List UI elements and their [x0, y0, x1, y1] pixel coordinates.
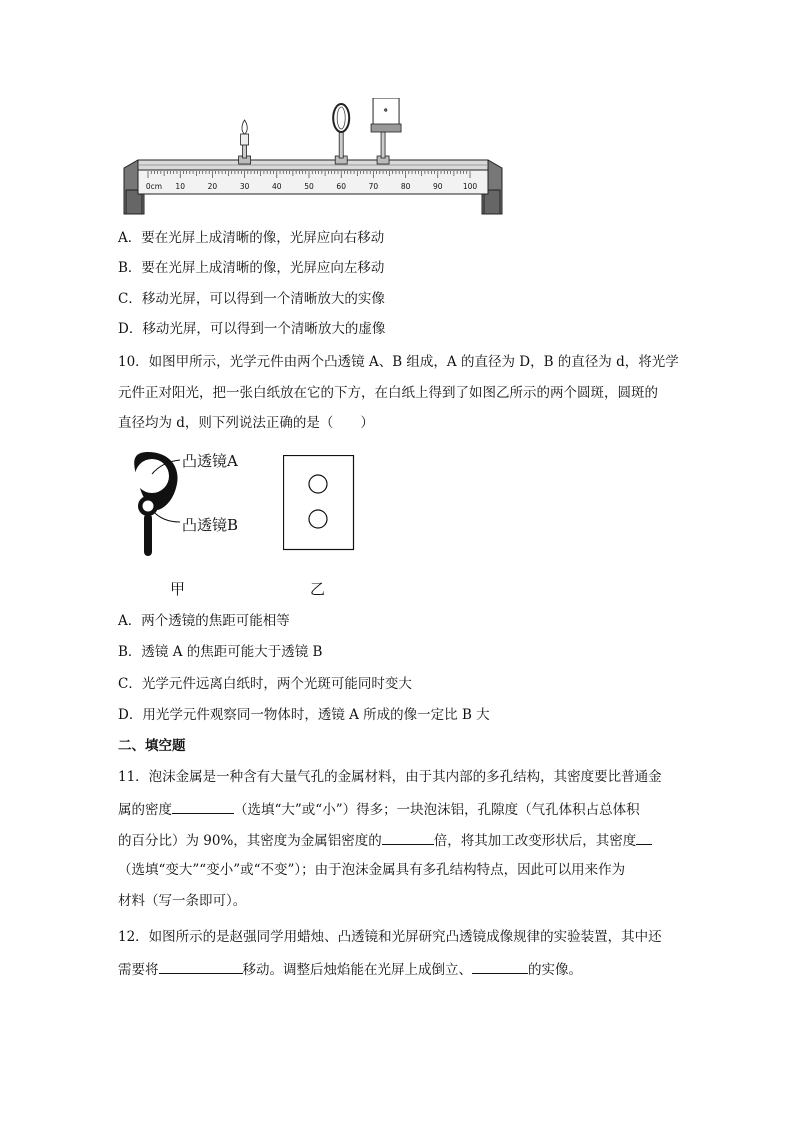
white-paper — [284, 456, 354, 550]
ruler-label: 90 — [433, 182, 443, 191]
optical-bench-figure — [118, 98, 508, 218]
q11-line-3a: 的百分比）为 90%，其密度为金属铝密度的 — [118, 833, 382, 849]
q12-line-2 — [118, 959, 582, 979]
q11-line-5: 材料（写一条即可）。 — [118, 893, 247, 909]
q10-stem-line-2: 元件正对阳光，把一张白纸放在它的下方，在白纸上得到了如图乙所示的两个圆斑，圆斑的 — [118, 385, 658, 401]
q12-line-1: 12．如图所示的是赵强同学用蜡烛、凸透镜和光屏研究凸透镜成像规律的实验装置，其中还 — [118, 929, 662, 945]
ruler-label: 30 — [239, 182, 250, 191]
ruler-label: 100 — [462, 182, 478, 191]
q10-option-b: B．透镜 A 的焦距可能大于透镜 B — [118, 644, 323, 660]
lens-a-label: 凸透镜A — [182, 452, 238, 470]
q11-blank-3[interactable] — [636, 830, 652, 845]
q10-stem-line-1: 10．如图甲所示，光学元件由两个凸透镜 A、B 组成，A 的直径为 D，B 的直径为 d，将光学 — [118, 354, 679, 370]
q11-blank-2[interactable] — [382, 830, 434, 845]
ruler-label: 10 — [175, 182, 185, 191]
lens-b-label: 凸透镜B — [182, 516, 239, 534]
candle — [239, 120, 251, 164]
q10-option-d: D．用光学元件观察同一物体时，透镜 A 所成的像一定比 B 大 — [118, 707, 490, 723]
light-screen — [371, 98, 401, 164]
section-title: 二、填空题 — [118, 738, 186, 754]
q11-line-2b: （选填“大”或“小”）得多；一块泡沫铝，孔隙度（气孔体积占总体积 — [234, 802, 640, 818]
q11-blank-1[interactable] — [172, 799, 234, 814]
figure-jia-caption: 甲 — [170, 580, 186, 598]
q12-line-2a: 需要将 — [118, 962, 159, 978]
q11-line-4: （选填“变大”“变小”或“不变”）；由于泡沫金属具有多孔结构特点，因此可以用来作为 — [118, 862, 626, 878]
q12-blank-2[interactable] — [472, 959, 528, 974]
q9-option-b: B．要在光屏上成清晰的像，光屏应向左移动 — [118, 260, 385, 276]
q10-option-c: C．光学元件远离白纸时，两个光斑可能同时变大 — [118, 676, 412, 692]
convex-lens — [333, 104, 349, 164]
q11-line-3 — [118, 830, 652, 850]
ruler-label: 0cm — [145, 182, 163, 191]
q11-line-1: 11．泡沫金属是一种含有大量气孔的金属材料，由于其内部的多孔结构，其密度要比普通金 — [118, 769, 662, 785]
ruler-label: 20 — [207, 182, 218, 191]
ruler-label: 60 — [336, 182, 346, 191]
paper-spots-figure — [283, 455, 355, 551]
q9-option-d: D．移动光屏，可以得到一个清晰放大的虚像 — [118, 321, 386, 337]
ruler-label: 80 — [400, 182, 411, 191]
q11-line-2a: 属的密度 — [118, 802, 172, 818]
q11-line-2 — [118, 799, 640, 819]
q9-option-a: A．要在光屏上成清晰的像，光屏应向右移动 — [118, 230, 385, 246]
q12-blank-1[interactable] — [159, 959, 243, 974]
q10-stem-line-3: 直径均为 d，则下列说法正确的是（ ） — [118, 415, 374, 431]
q10-option-a: A．两个透镜的焦距可能相等 — [118, 613, 290, 629]
q11-line-3b: 倍，将其加工改变形状后，其密度 — [433, 833, 637, 849]
q12-line-2b: 移动。调整后烛焰能在光屏上成倒立、 — [242, 962, 472, 978]
figure-yi-caption: 乙 — [310, 580, 326, 598]
q12-line-2c: 的实像。 — [528, 962, 582, 978]
ruler-label: 40 — [272, 182, 282, 191]
q9-option-c: C．移动光屏，可以得到一个清晰放大的实像 — [118, 291, 385, 307]
ruler-label: 50 — [304, 182, 314, 191]
ruler-label: 70 — [368, 182, 379, 191]
